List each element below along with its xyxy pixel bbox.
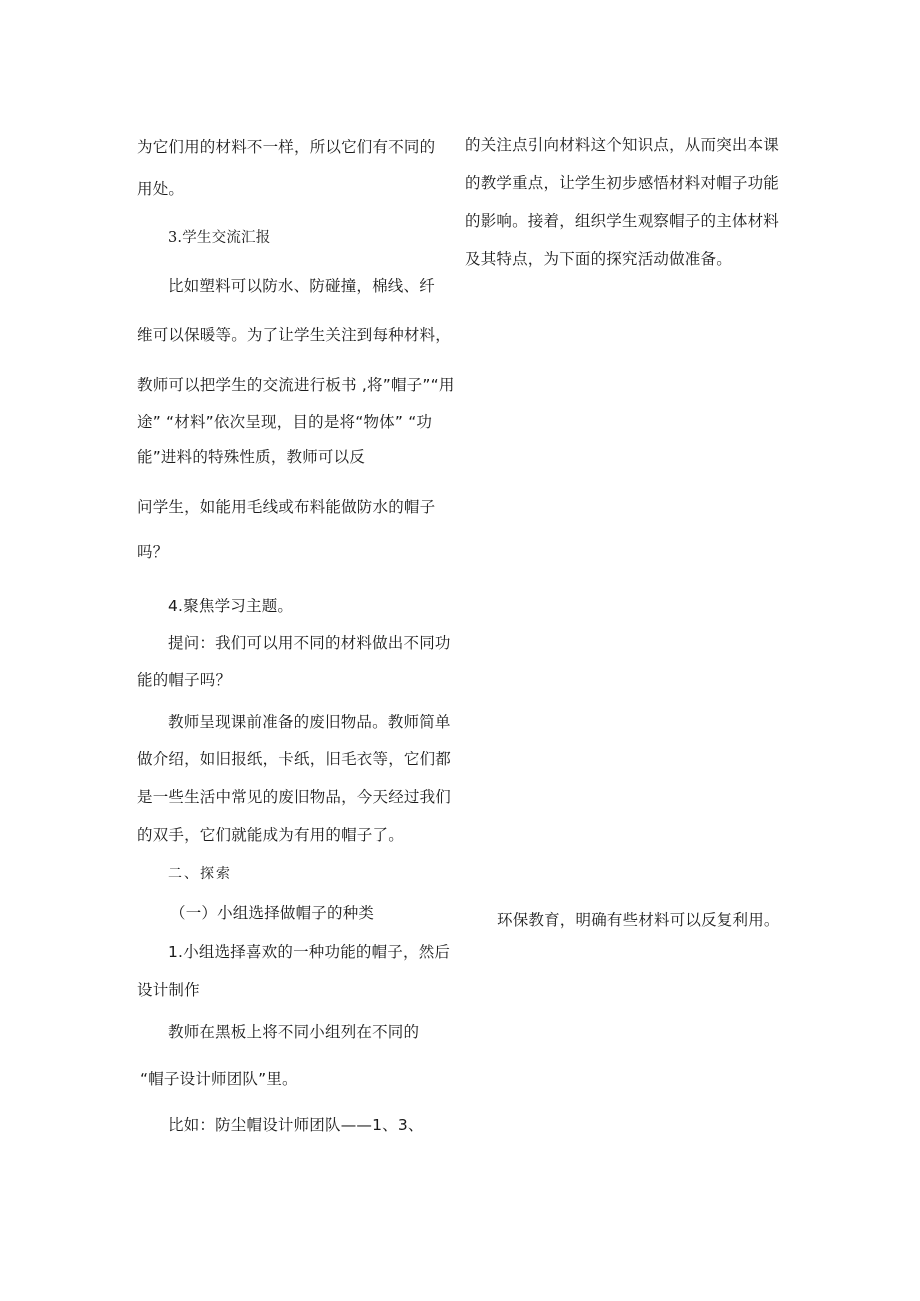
paragraph-line: 用处。 (137, 180, 185, 198)
paragraph-line: 设计制作 (137, 981, 200, 999)
paragraph-line: 能的帽子吗？ (137, 671, 232, 689)
section-heading: 二、探索 (168, 866, 232, 882)
paragraph-line: 吗？ (137, 543, 169, 561)
paragraph-line: 做介绍，如旧报纸，卡纸，旧毛衣等，它们都 (137, 750, 452, 768)
paragraph-line: 比如：防尘帽设计师团队——1、3、 (168, 1116, 424, 1134)
paragraph-line: 是一些生活中常见的废旧物品，今天经过我们 (137, 788, 452, 806)
paragraph-line: 比如塑料可以防水、防碰撞，棉线、纤 (168, 277, 435, 295)
subsection-heading: （一）小组选择做帽子的种类 (170, 904, 375, 922)
paragraph-line: 途” “材料”依次呈现，目的是将“物体” “功 (137, 413, 433, 431)
paragraph-line: 教师可以把学生的交流进行板书 ,将”帽子”“用 (137, 376, 455, 394)
section-heading: 4.聚焦学习主题。 (168, 597, 294, 615)
paragraph-line: 的教学重点，让学生初步感悟材料对帽子功能 (465, 174, 780, 192)
paragraph-line: 的关注点引向材料这个知识点，从而突出本课 (465, 136, 780, 154)
section-heading: 3.学生交流汇报 (168, 230, 271, 246)
paragraph-line: 的影响。接着，组织学生观察帽子的主体材料 (465, 212, 780, 230)
paragraph-line: 1.小组选择喜欢的一种功能的帽子，然后 (168, 943, 451, 961)
paragraph-line: “帽子设计师团队”里。 (140, 1070, 298, 1088)
paragraph-line: 环保教育，明确有些材料可以反复利用。 (497, 911, 780, 929)
paragraph-line: 提问：我们可以用不同的材料做出不同功 (168, 634, 451, 652)
paragraph-line: 能”进料的特殊性质，教师可以反 (137, 448, 366, 466)
paragraph-line: 为它们用的材料不一样，所以它们有不同的 (137, 138, 436, 156)
paragraph-line: 教师在黑板上将不同小组列在不同的 (168, 1023, 420, 1041)
paragraph-line: 及其特点，为下面的探究活动做准备。 (465, 250, 732, 268)
paragraph-line: 维可以保暖等。为了让学生关注到每种材料， (137, 326, 452, 344)
paragraph-line: 教师呈现课前准备的废旧物品。教师简单 (168, 713, 451, 731)
paragraph-line: 的双手，它们就能成为有用的帽子了。 (137, 826, 404, 844)
paragraph-line: 问学生，如能用毛线或布料能做防水的帽子 (137, 498, 436, 516)
